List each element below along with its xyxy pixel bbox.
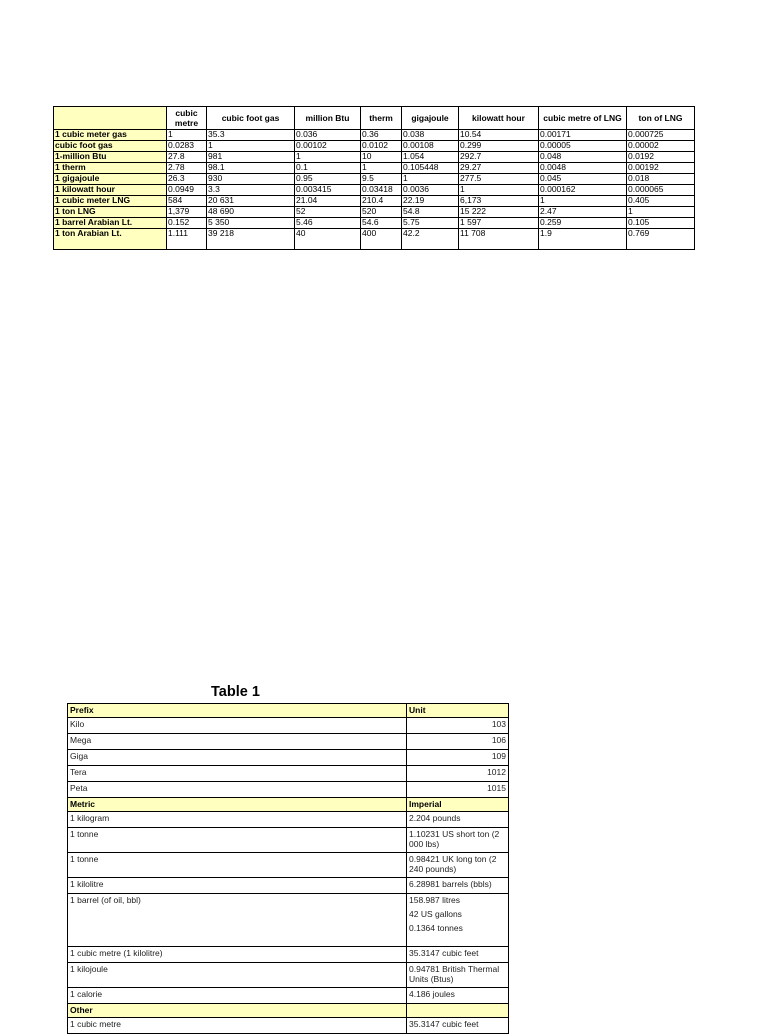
- conversion-cell: 1: [402, 174, 459, 185]
- conversion-cell: 0.0283: [167, 141, 207, 152]
- conversion-cell: 0.048: [539, 152, 627, 163]
- unit-table-body: [68, 704, 509, 1034]
- prefix-name: Giga: [68, 750, 407, 766]
- conversion-table-body: [54, 130, 695, 250]
- conversion-cell: 1: [539, 196, 627, 207]
- conversion-row: [54, 141, 695, 152]
- conversion-cell: 0.0102: [361, 141, 402, 152]
- imperial-value: 42 US gallons: [409, 909, 462, 919]
- imperial-value: 2.204 pounds: [409, 813, 461, 823]
- unit-header: Unit: [407, 704, 509, 718]
- conversion-cell: 1: [167, 130, 207, 141]
- col-header: cubic metre: [167, 107, 207, 130]
- conversion-cell: 277.5: [459, 174, 539, 185]
- row-label: 1 kilowatt hour: [54, 185, 167, 196]
- metric-unit: 1 kilolitre: [68, 878, 407, 894]
- prefix-row: [68, 734, 509, 750]
- imperial-value: 6.28981 barrels (bbls): [409, 879, 492, 889]
- prefix-name: Tera: [68, 766, 407, 782]
- conversion-cell: 0.152: [167, 218, 207, 229]
- imperial-value: 35.3147 cubic feet: [409, 1019, 479, 1029]
- metric-header-row: [68, 798, 509, 812]
- conversion-cell: 2.78: [167, 163, 207, 174]
- conversion-cell: 0.00102: [295, 141, 361, 152]
- metric-unit: 1 cubic metre (1 kilolitre): [68, 947, 407, 963]
- conversion-cell: 54.8: [402, 207, 459, 218]
- conversion-cell: 2.47: [539, 207, 627, 218]
- prefix-value: 1012: [407, 766, 509, 782]
- conversion-cell: 1,379: [167, 207, 207, 218]
- metric-header: Metric: [68, 798, 407, 812]
- conversion-row: [54, 207, 695, 218]
- conversion-cell: 0.036: [295, 130, 361, 141]
- conversion-row: [54, 174, 695, 185]
- metric-row: [68, 853, 509, 878]
- metric-unit: 1 calorie: [68, 988, 407, 1004]
- imperial-value: 158.987 litres: [409, 895, 461, 905]
- conversion-cell: 0.00192: [627, 163, 695, 174]
- conversion-row: [54, 229, 695, 250]
- imperial-value: 0.98421 UK long ton (2 240 pounds): [409, 854, 497, 874]
- table1-title: Table 1: [211, 684, 260, 700]
- conversion-cell: 0.000065: [627, 185, 695, 196]
- metric-row: [68, 947, 509, 963]
- conversion-cell: 0.769: [627, 229, 695, 250]
- row-label: 1 ton LNG: [54, 207, 167, 218]
- conversion-cell: 1: [459, 185, 539, 196]
- conversion-cell: 1 597: [459, 218, 539, 229]
- col-header: gigajoule: [402, 107, 459, 130]
- imperial-equivalent: [407, 812, 509, 828]
- prefix-row: [68, 766, 509, 782]
- prefix-name: Peta: [68, 782, 407, 798]
- conversion-cell: 10: [361, 152, 402, 163]
- conversion-cell: 0.018: [627, 174, 695, 185]
- conversion-cell: 0.000725: [627, 130, 695, 141]
- metric-row: [68, 894, 509, 947]
- header-corner-cell: [54, 107, 167, 130]
- conversion-cell: 1.111: [167, 229, 207, 250]
- conversion-cell: 0.00171: [539, 130, 627, 141]
- conversion-table: [53, 106, 695, 250]
- conversion-cell: 10.54: [459, 130, 539, 141]
- other-header-row: [68, 1004, 509, 1018]
- imperial-header: Imperial: [407, 798, 509, 812]
- conversion-cell: 930: [207, 174, 295, 185]
- conversion-cell: 0.003415: [295, 185, 361, 196]
- other-row: [68, 1018, 509, 1034]
- imperial-equivalent: [407, 894, 509, 947]
- metric-unit: 1 kilojoule: [68, 963, 407, 988]
- conversion-cell: 98.1: [207, 163, 295, 174]
- metric-unit: 1 kilogram: [68, 812, 407, 828]
- row-label: 1-million Btu: [54, 152, 167, 163]
- row-label: 1 ton Arabian Lt.: [54, 229, 167, 250]
- row-label: 1 cubic meter LNG: [54, 196, 167, 207]
- col-header: ton of LNG: [627, 107, 695, 130]
- metric-row: [68, 878, 509, 894]
- conversion-row: [54, 163, 695, 174]
- conversion-cell: 6,173: [459, 196, 539, 207]
- unit-table: [67, 703, 509, 1034]
- metric-row: [68, 988, 509, 1004]
- conversion-cell: 1: [361, 163, 402, 174]
- imperial-equivalent: [407, 1018, 509, 1034]
- imperial-equivalent: [407, 853, 509, 878]
- prefix-header: Prefix: [68, 704, 407, 718]
- conversion-cell: 584: [167, 196, 207, 207]
- conversion-cell: 54.6: [361, 218, 402, 229]
- conversion-cell: 1: [295, 152, 361, 163]
- imperial-equivalent: [407, 878, 509, 894]
- conversion-cell: 1.054: [402, 152, 459, 163]
- conversion-cell: 210.4: [361, 196, 402, 207]
- metric-unit: 1 cubic metre: [68, 1018, 407, 1034]
- conversion-cell: 0.03418: [361, 185, 402, 196]
- conversion-row: [54, 218, 695, 229]
- other-header: Other: [68, 1004, 407, 1018]
- conversion-cell: 0.0949: [167, 185, 207, 196]
- prefix-row: [68, 782, 509, 798]
- conversion-row: [54, 196, 695, 207]
- prefix-row: [68, 750, 509, 766]
- conversion-cell: 981: [207, 152, 295, 163]
- metric-unit: 1 tonne: [68, 828, 407, 853]
- conversion-cell: 400: [361, 229, 402, 250]
- imperial-equivalent: [407, 828, 509, 853]
- conversion-cell: 40: [295, 229, 361, 250]
- conversion-cell: 42.2: [402, 229, 459, 250]
- conversion-cell: 15 222: [459, 207, 539, 218]
- conversion-cell: 0.0192: [627, 152, 695, 163]
- prefix-row: [68, 718, 509, 734]
- imperial-equivalent: [407, 947, 509, 963]
- conversion-cell: 0.000162: [539, 185, 627, 196]
- conversion-cell: 9.5: [361, 174, 402, 185]
- conversion-cell: 20 631: [207, 196, 295, 207]
- conversion-cell: 21.04: [295, 196, 361, 207]
- conversion-cell: 0.00005: [539, 141, 627, 152]
- col-header: kilowatt hour: [459, 107, 539, 130]
- conversion-row: [54, 185, 695, 196]
- row-label: cubic foot gas: [54, 141, 167, 152]
- col-header: cubic foot gas: [207, 107, 295, 130]
- row-label: 1 barrel Arabian Lt.: [54, 218, 167, 229]
- imperial-value: 0.1364 tonnes: [409, 923, 463, 933]
- conversion-cell: 48 690: [207, 207, 295, 218]
- conversion-row: [54, 130, 695, 141]
- imperial-equivalent: [407, 963, 509, 988]
- conversion-cell: 0.105: [627, 218, 695, 229]
- imperial-value: 4.186 joules: [409, 989, 455, 999]
- other-header-blank: [407, 1004, 509, 1018]
- prefix-header-row: [68, 704, 509, 718]
- metric-row: [68, 828, 509, 853]
- prefix-value: 103: [407, 718, 509, 734]
- imperial-value: 0.94781 British Thermal Units (Btus): [409, 964, 500, 984]
- conversion-cell: 1.9: [539, 229, 627, 250]
- conversion-cell: 0.299: [459, 141, 539, 152]
- prefix-value: 1015: [407, 782, 509, 798]
- imperial-value: 1.10231 US short ton (2 000 lbs): [409, 829, 500, 849]
- conversion-cell: 0.405: [627, 196, 695, 207]
- metric-row: [68, 963, 509, 988]
- col-header: therm: [361, 107, 402, 130]
- metric-unit: 1 barrel (of oil, bbl): [68, 894, 407, 947]
- conversion-cell: 5 350: [207, 218, 295, 229]
- conversion-cell: 0.1: [295, 163, 361, 174]
- prefix-name: Kilo: [68, 718, 407, 734]
- conversion-cell: 52: [295, 207, 361, 218]
- row-label: 1 gigajoule: [54, 174, 167, 185]
- conversion-cell: 0.00002: [627, 141, 695, 152]
- prefix-value: 109: [407, 750, 509, 766]
- imperial-value: 35.3147 cubic feet: [409, 948, 479, 958]
- imperial-equivalent: [407, 988, 509, 1004]
- conversion-cell: 39 218: [207, 229, 295, 250]
- conversion-cell: 0.00108: [402, 141, 459, 152]
- metric-row: [68, 812, 509, 828]
- conversion-cell: 26.3: [167, 174, 207, 185]
- conversion-cell: 5.46: [295, 218, 361, 229]
- conversion-cell: 0.045: [539, 174, 627, 185]
- col-header: cubic metre of LNG: [539, 107, 627, 130]
- conversion-row: [54, 152, 695, 163]
- col-header: million Btu: [295, 107, 361, 130]
- prefix-value: 106: [407, 734, 509, 750]
- conversion-header-row: [54, 107, 695, 130]
- conversion-cell: 292.7: [459, 152, 539, 163]
- conversion-cell: 11 708: [459, 229, 539, 250]
- conversion-cell: 0.0036: [402, 185, 459, 196]
- conversion-cell: 1: [207, 141, 295, 152]
- row-label: 1 therm: [54, 163, 167, 174]
- conversion-cell: 35.3: [207, 130, 295, 141]
- conversion-cell: 520: [361, 207, 402, 218]
- metric-unit: 1 tonne: [68, 853, 407, 878]
- row-label: 1 cubic meter gas: [54, 130, 167, 141]
- conversion-cell: 0.038: [402, 130, 459, 141]
- prefix-name: Mega: [68, 734, 407, 750]
- conversion-cell: 29.27: [459, 163, 539, 174]
- conversion-cell: 0.105448: [402, 163, 459, 174]
- conversion-cell: 3.3: [207, 185, 295, 196]
- conversion-cell: 0.36: [361, 130, 402, 141]
- conversion-cell: 0.95: [295, 174, 361, 185]
- conversion-cell: 27.8: [167, 152, 207, 163]
- conversion-cell: 5.75: [402, 218, 459, 229]
- conversion-cell: 22.19: [402, 196, 459, 207]
- conversion-cell: 1: [627, 207, 695, 218]
- conversion-cell: 0.259: [539, 218, 627, 229]
- conversion-cell: 0.0048: [539, 163, 627, 174]
